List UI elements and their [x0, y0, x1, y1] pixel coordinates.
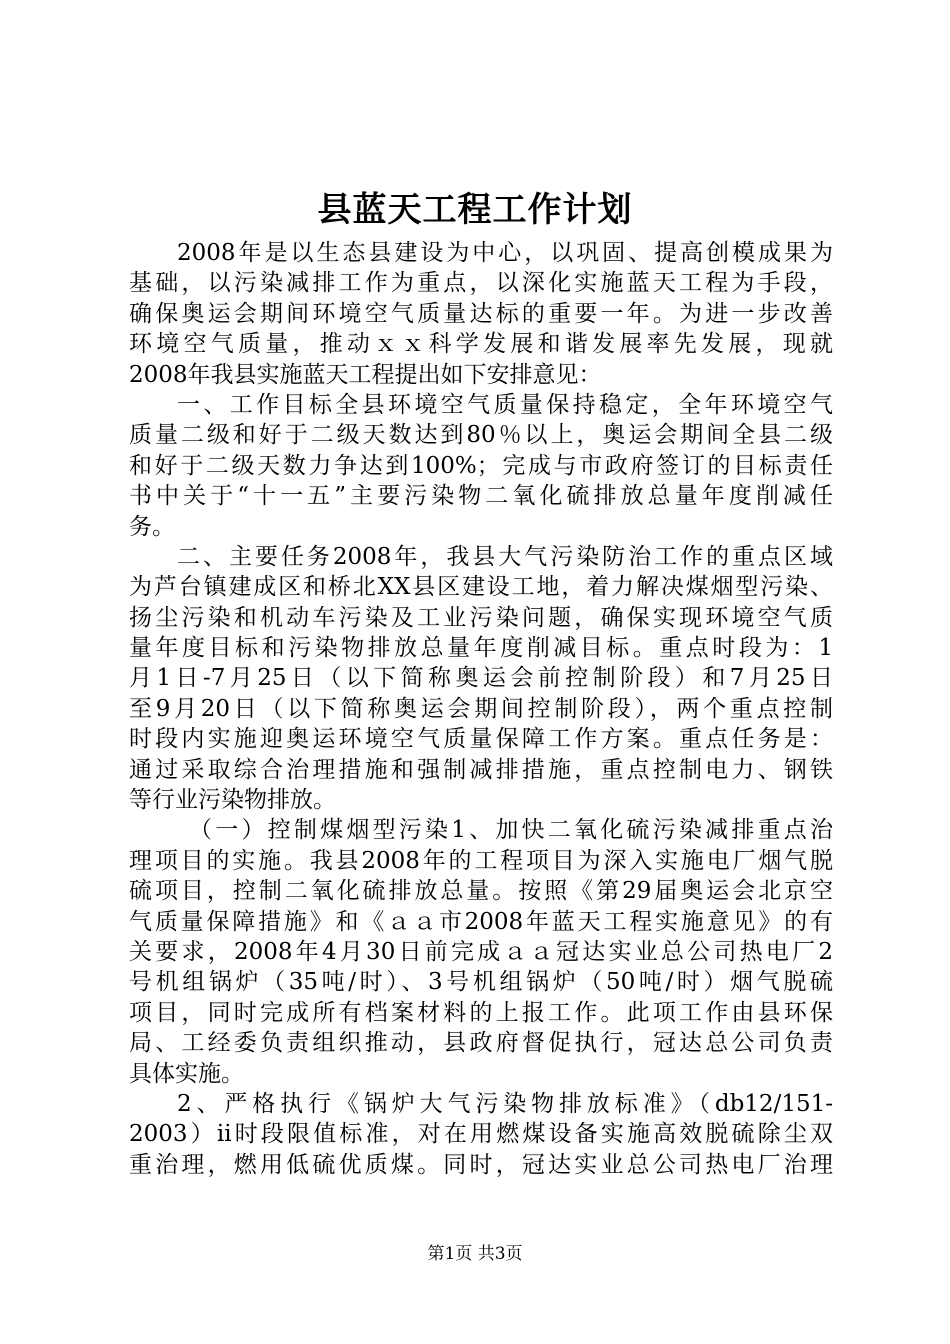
text-line: 和好于二级天数力争达到100%；完成与市政府签订的目标责任: [129, 452, 833, 479]
text-line: 项目，同时完成所有档案材料的上报工作。此项工作由县环保: [129, 999, 833, 1026]
text-line: 关要求，2008年4月30日前完成ａａ冠达实业总公司热电厂2: [129, 938, 833, 965]
page-footer: 第1页 共3页: [427, 1244, 523, 1264]
text-line: 务。: [129, 513, 175, 540]
text-line: 质量二级和好于二级天数达到80％以上，奥运会期间全县二级: [129, 422, 833, 449]
text-line: 通过采取综合治理措施和强制减排措施，重点控制电力、钢铁: [129, 756, 833, 783]
text-line: 气质量保障措施》和《ａａ市2008年蓝天工程实施意见》的有: [129, 908, 833, 935]
text-line: 确保奥运会期间环境空气质量达标的重要一年。为进一步改善: [129, 300, 833, 327]
text-line: 2008年是以生态县建设为中心，以巩固、提高创模成果为: [177, 240, 833, 266]
text-line: 硫项目，控制二氧化硫排放总量。按照《第29届奥运会北京空: [129, 878, 833, 905]
text-line: 重治理，燃用低硫优质煤。同时，冠达实业总公司热电厂治理: [129, 1151, 833, 1178]
text-line: 局、工经委负责组织推动，县政府督促执行，冠达总公司负责: [129, 1030, 833, 1057]
text-line: 理项目的实施。我县2008年的工程项目为深入实施电厂烟气脱: [129, 847, 833, 874]
text-line: 书中关于“十一五”主要污染物二氧化硫排放总量年度削减任: [129, 483, 833, 510]
text-line: 等行业污染物排放。: [129, 787, 336, 814]
text-line: 2008年我县实施蓝天工程提出如下安排意见：: [129, 361, 602, 388]
text-line: 基础，以污染减排工作为重点，以深化实施蓝天工程为手段，: [129, 270, 833, 297]
text-line: 月1日-7月25日（以下简称奥运会前控制阶段）和7月25日: [129, 665, 833, 692]
text-line: 二、主要任务2008年，我县大气污染防治工作的重点区域: [177, 543, 833, 570]
text-line: 一、工作目标全县环境空气质量保持稳定，全年环境空气: [177, 391, 833, 418]
text-line: 2、严格执行《锅炉大气污染物排放标准》（db12/151-: [177, 1090, 833, 1117]
text-line: 环境空气质量，推动ｘｘ科学发展和谐发展率先发展，现就: [129, 331, 833, 358]
text-line: 扬尘污染和机动车污染及工业污染问题，确保实现环境空气质: [129, 604, 833, 631]
text-line: 2003）ii时段限值标准，对在用燃煤设备实施高效脱硫除尘双: [129, 1121, 833, 1148]
text-line: 为芦台镇建成区和桥北XX县区建设工地，着力解决煤烟型污染、: [129, 574, 833, 601]
text-line: 时段内实施迎奥运环境空气质量保障工作方案。重点任务是：: [129, 726, 833, 753]
text-line: 具体实施。: [129, 1060, 244, 1087]
text-line: 量年度目标和污染物排放总量年度削减目标。重点时段为：1: [129, 635, 833, 662]
text-line: 至9月20日（以下简称奥运会期间控制阶段），两个重点控制: [129, 695, 833, 722]
page-title: 县蓝天工程工作计划: [317, 190, 633, 230]
text-line: 号机组锅炉（35吨/时）、3号机组锅炉（50吨/时）烟气脱硫: [129, 969, 833, 996]
body-text: [129, 238, 833, 1180]
text-line: （一）控制煤烟型污染1、加快二氧化硫污染减排重点治: [189, 817, 833, 844]
